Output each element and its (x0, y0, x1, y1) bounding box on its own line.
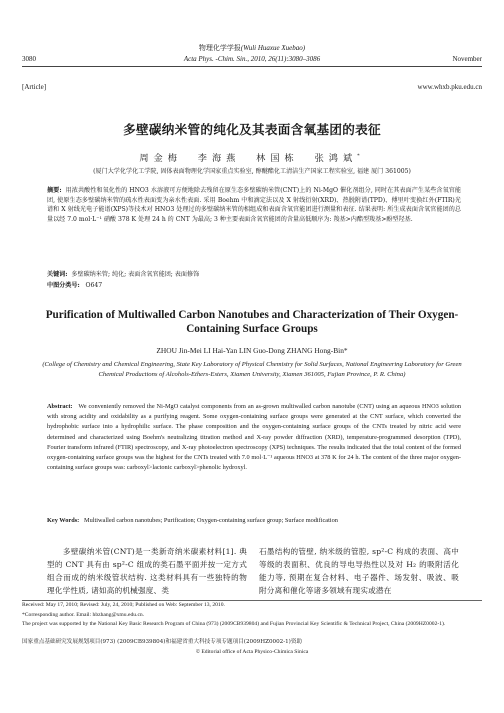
header-rule (22, 66, 482, 67)
body-left-column: 多壁碳纳米管(CNT)是一类新奇纳米碳素材料[1]. 典型的 CNT 具有由 sp²-C 组成的类石墨平面并按一定方式组合而成的纳米级管状结构. 这类材料具有一些独特的物理化学性质, 诸如高的机械强度、类 (47, 547, 247, 595)
chinese-classification: 中图分类号: O647 (47, 282, 103, 289)
chinese-abstract: 摘要: 用浓共酸性和氧化性的 HNO3 水溶液可方便地除去残留在原生态多壁碳纳米管(CNT)上的 Ni-MgO 催化剂组分, 同时在其表面产生某些含氧官能团, 使原生态多壁碳纳米管的疏水性表面变为亲水性表面. 采用 Boehm 中和滴定法以及 X 射线衍射(XRD)、热脱附谱(TPD)、傅里叶变换红外(FTIR)光谱和 X 射线光电子能谱(XPS)等技术对 HNO3 处理过的多壁碳纳米管的相组成和表面含氧官能团进行测量和表征. 结果表明: 所生成表面含氧官能团的总量以经 7.0 mol·L⁻¹ 硝酸 378 K 处理 24 h 的 CNT 为最高; 3 种主要表面含氧官能团的含量高低顺序为: 羧基>内酯型羧基>酚型羟基. (47, 187, 462, 223)
funding-note-chinese: 国家重点基础研究发展规划项目(973) (2009CB939804)和福建省重大科技专项专题项目(2009HZ0002-1)资助 (22, 639, 303, 645)
chinese-authors: 周金梅 李海燕 林国栋 张鸿斌* (139, 152, 365, 164)
footnote-rule (22, 600, 482, 601)
article-type: [Article] (22, 83, 47, 91)
english-abstract: Abstract: We conveniently removed the Ni-MgO catalyst components from an as-grown multiwalled carbon nanotube (CNT) using an aqueous HNO3 solution with strong acidity and oxidability as a purifying reagent. Some oxygen-containing surface groups were generated at the CNT surface, which converted the hydrophobic surface into a hydrophilic surface. The phase composition and the oxygen-containing surface groups of the CNTs treated by nitric acid were determined and characterized using Boehm's neutralizing titration method and X-ray powder diffraction (XRD), temperature-programmed desorption (TPD), Fourier transform infrared (FTIR) spectroscopy, and X-ray photoelectron spectroscopy (XPS) techniques. The results indicated that the total content of the formed oxygen-containing surface groups was the highest for the CNTs treated with 7.0 mol·L⁻¹ aqueous HNO3 at 378 K for 24 h. The content of the three major oxygen-containing surface groups was: carboxyl>lactonic carboxyl>phenolic hydroxyl. (47, 403, 461, 472)
journal-url[interactable]: www.whxb.pku.edu.cn (417, 83, 482, 91)
english-keywords: Key Words: Multiwalled carbon nanotubes; Purification; Oxygen-containing surface group; Surface modification (47, 517, 338, 524)
english-affiliation: (College of Chemistry and Chemical Engineering, State Key Laboratory of Physical Chemistry for Solid Surfaces, National Engineering Laboratory for Green Chemical Productions of Alcohols-Ethers-Esters, Xiamen University, Xiamen 361005, Fujian Province, P. R. China) (42, 361, 462, 378)
received-dates: Received: May 17, 2010; Revised: July, 24, 2010; Published on Web: September 13, 2010. (22, 602, 225, 608)
page-number: 3080 (22, 55, 36, 63)
chinese-affiliation: (厦门大学化学化工学院, 固体表面物理化学国家重点实验室, 醇醚酯化工清洁生产国家工程实验室, 福建 厦门 361005) (93, 168, 411, 175)
english-authors: ZHOU Jin-Mei LI Hai-Yan LIN Guo-Dong ZHANG Hong-Bin* (156, 346, 348, 355)
funding-note: The project was supported by the National Key Basic Research Program of China (973) (2009CB939804) and Fujian Provincial Key Scientific & Technical Project, China (2009HZ0002-1). (22, 621, 446, 627)
english-title: Purification of Multiwalled Carbon Nanotubes and Characterization of Their Oxygen-Containing Surface Groups (45, 309, 459, 335)
chinese-keywords: 关键词: 多壁碳纳米管; 纯化; 表面含氧官能团; 表面修饰 (47, 271, 200, 278)
chinese-title: 多壁碳纳米管的纯化及其表面含氧基团的表征 (123, 122, 381, 137)
body-right-column: 石墨结构的管壁, 纳米级的管腔, sp²-C 构成的表面、高中等级的表面积、优良的导电导热性以及对 H₂ 的吸附活化能力等, 预期在复合材料、电子器件、场发射、吸波、吸附分离和催化等诸多领域有现实或潜在 (259, 547, 459, 595)
copyright-line: © Editorial office of Acta Physico-Chimica Sinica (195, 649, 309, 655)
corresponding-author: *Corresponding author. Email: hbzhang@xmu.edu.cn. (22, 612, 145, 618)
journal-header-title: 物理化学学报(Wuli Huaxue Xuebao) (198, 44, 306, 52)
citation-line: Acta Phys. -Chim. Sin., 2010, 26(11):3080–3086 (183, 55, 321, 63)
issue-month: November (452, 55, 482, 63)
